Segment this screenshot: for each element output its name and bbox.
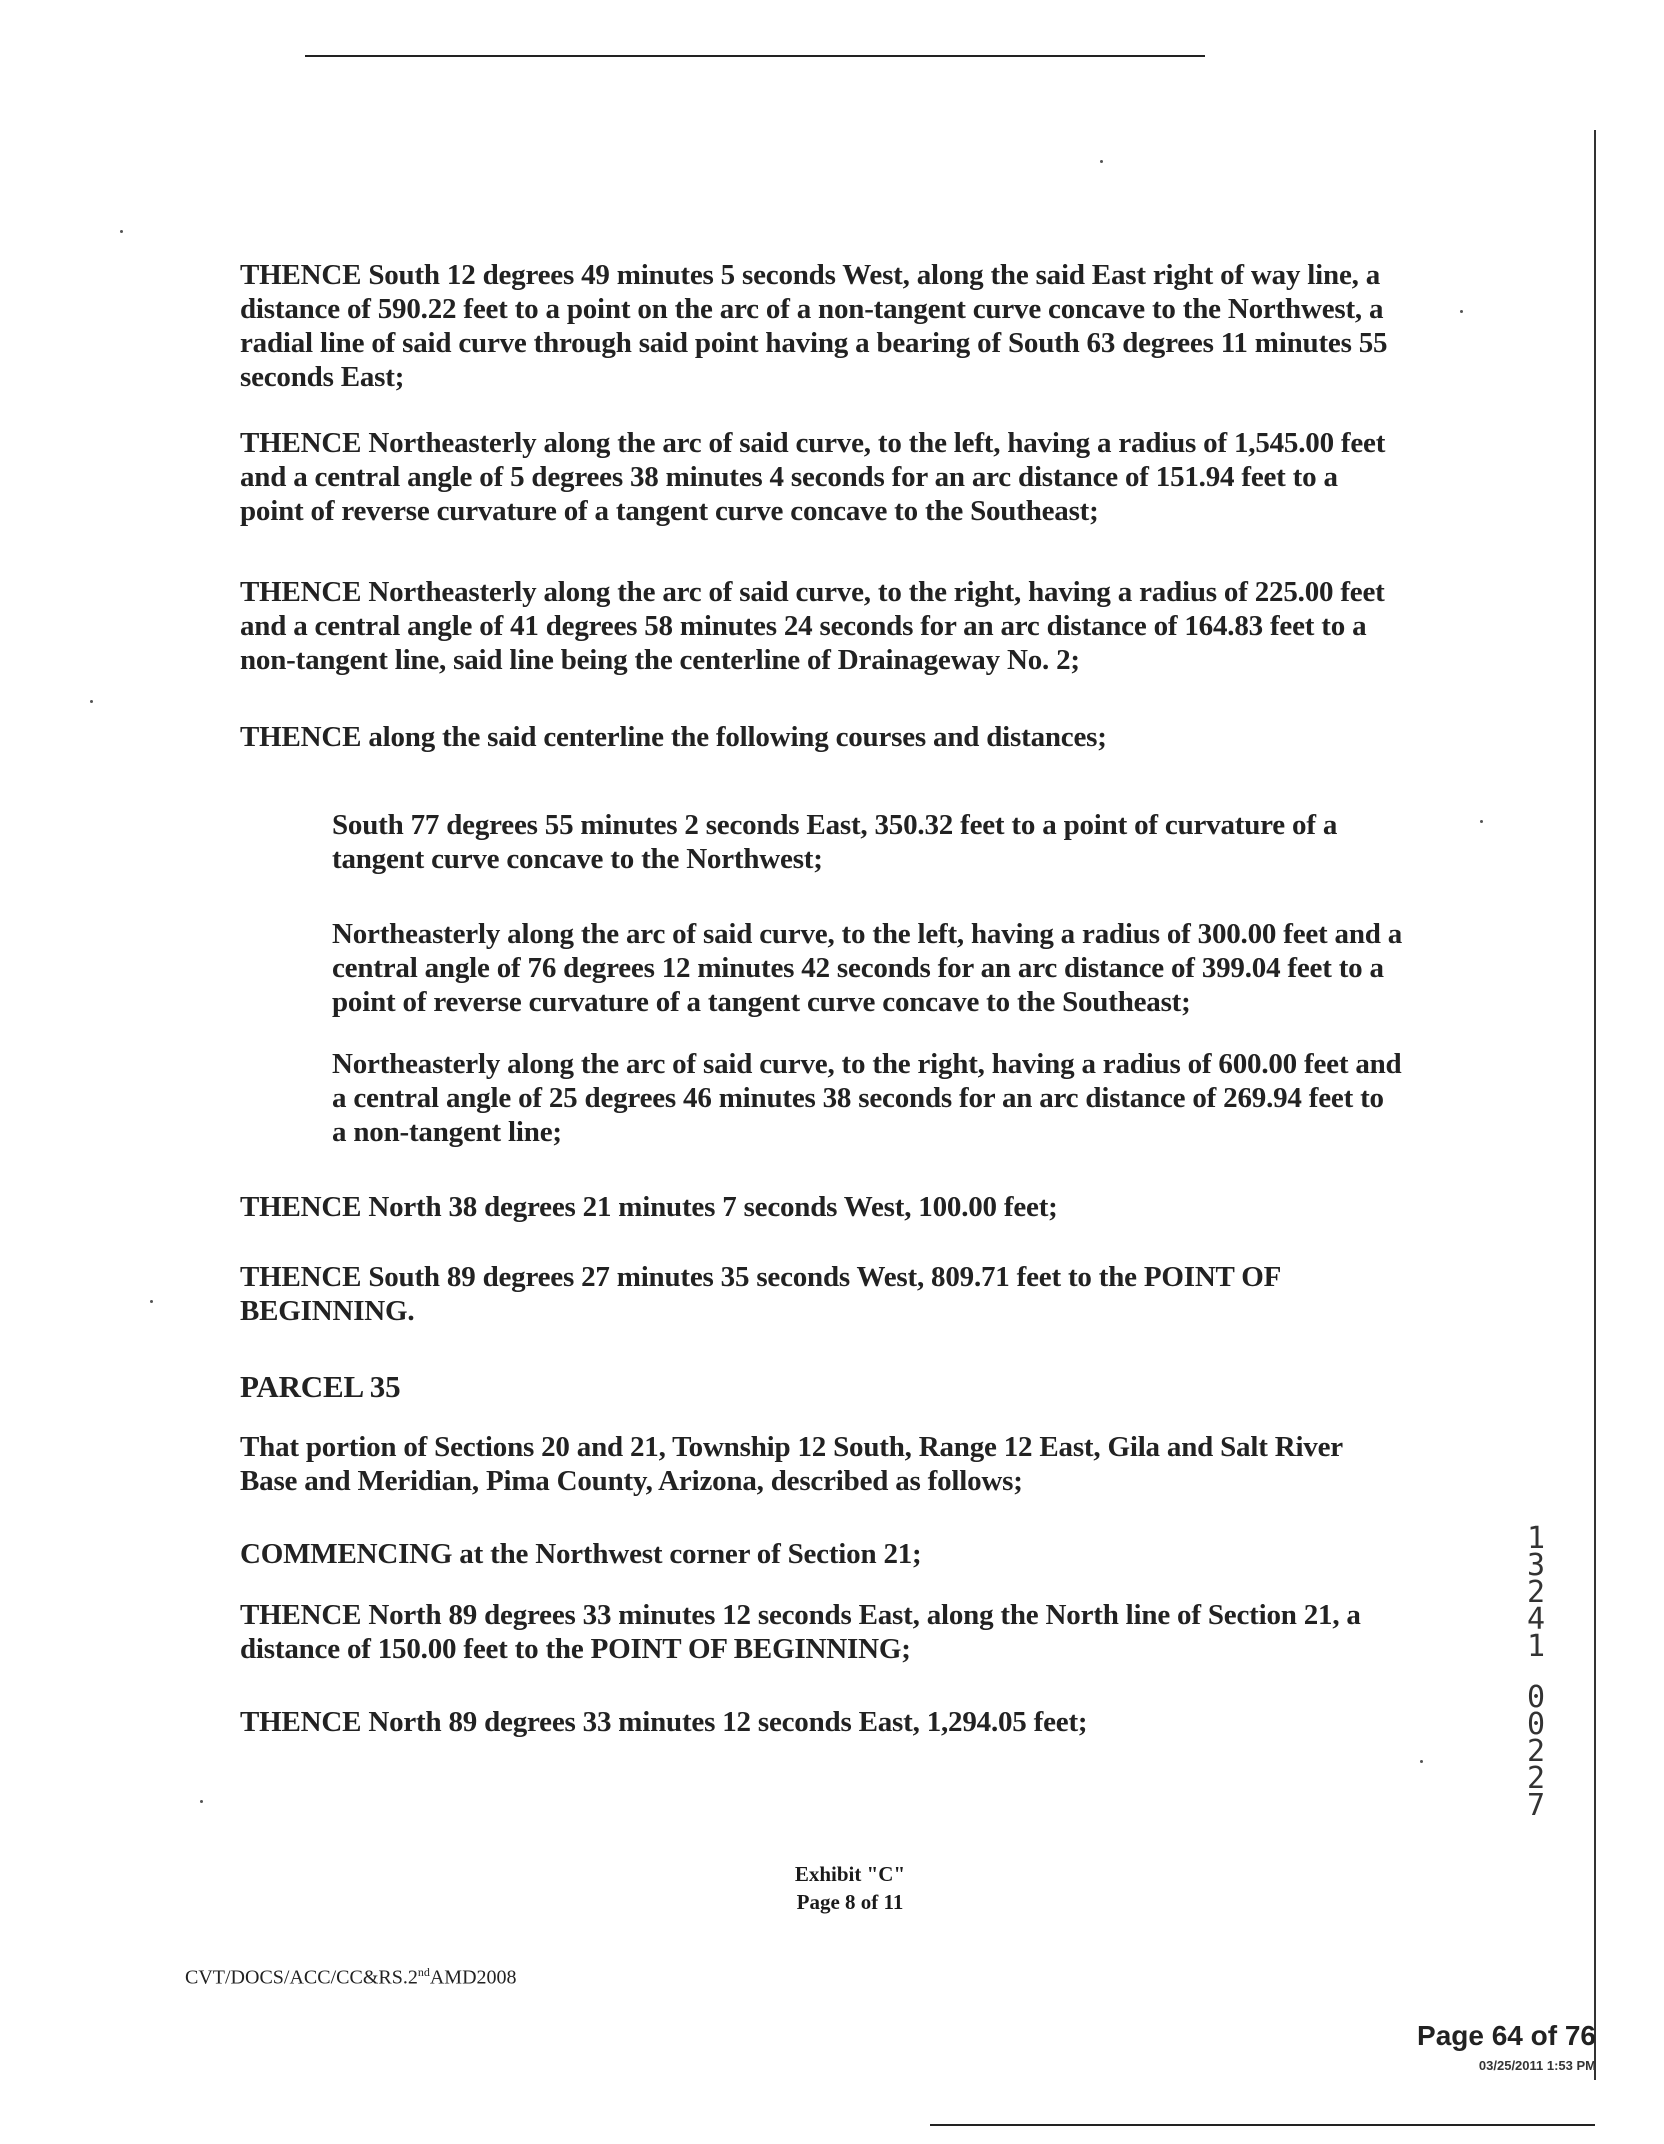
recorder-page-label: Page 64 of 76 xyxy=(1417,2020,1596,2051)
scan-speck xyxy=(150,1300,153,1303)
recorder-timestamp: 03/25/2011 1:53 PM xyxy=(1478,2058,1596,2073)
document-path-suffix: AMD2008 xyxy=(429,1966,517,1989)
paragraph-thence-northeasterly-left: THENCE Northeasterly along the arc of said curve, to the left, having a radius of 1,545.00 feet and a central angle of 5 degrees 38 minutes 4 seconds for an arc distance of 151.94 feet to a point of reverse curvature of a tangent curve concave to the Southeast; xyxy=(240,427,1386,527)
right-border-line xyxy=(1594,130,1596,2080)
exhibit-page-number: Page 8 of 11 xyxy=(796,1890,904,1914)
scan-speck xyxy=(200,1800,203,1803)
stamp-digit: 4 xyxy=(1526,1602,1546,1637)
stamp-digit: 2 xyxy=(1526,1575,1546,1610)
document-path-prefix: CVT/DOCS/ACC/CC&RS.2 xyxy=(185,1966,418,1989)
recording-number-stamp xyxy=(1516,1521,1556,1823)
scan-speck xyxy=(1480,820,1483,823)
stamp-digit: 2 xyxy=(1526,1761,1546,1796)
paragraph-thence-centerline: THENCE along the said centerline the following courses and distances; xyxy=(240,721,1107,753)
scan-speck xyxy=(1100,160,1103,163)
stamp-digit: 2 xyxy=(1526,1734,1546,1769)
paragraph-parcel-description: That portion of Sections 20 and 21, Township 12 South, Range 12 East, Gila and Salt River Base and Meridian, Pima County, Arizona, described as follows; xyxy=(240,1431,1343,1497)
course-northeasterly-left: Northeasterly along the arc of said curve, to the left, having a radius of 300.00 feet and a central angle of 76 degrees 12 minutes 42 seconds for an arc distance of 399.04 feet to a point of reverse curvature of a tangent curve concave to the Southeast; xyxy=(332,918,1403,1018)
paragraph-thence-north-38: THENCE North 38 degrees 21 minutes 7 seconds West, 100.00 feet; xyxy=(240,1191,1058,1223)
stamp-digit: 0 xyxy=(1526,1680,1546,1715)
course-south-77: South 77 degrees 55 minutes 2 seconds East, 350.32 feet to a point of curvature of a tangent curve concave to the Northwest; xyxy=(332,809,1338,875)
exhibit-label: Exhibit "C" xyxy=(794,1862,906,1886)
scan-speck xyxy=(90,700,93,703)
stamp-digit: 1 xyxy=(1526,1629,1546,1664)
paragraph-commencing: COMMENCING at the Northwest corner of Section 21; xyxy=(240,1538,922,1570)
course-northeasterly-right: Northeasterly along the arc of said curve, to the right, having a radius of 600.00 feet and a central angle of 25 degrees 46 minutes 38 seconds for an arc distance of 269.94 feet to a non-tangent line; xyxy=(332,1048,1402,1148)
stamp-digit: 7 xyxy=(1526,1788,1546,1823)
paragraph-thence-northeasterly-right: THENCE Northeasterly along the arc of said curve, to the right, having a radius of 225.00 feet and a central angle of 41 degrees 58 minutes 24 seconds for an arc distance of 164.83 feet to a non-tangent line, said line being the centerline of Drainageway No. 2; xyxy=(240,576,1385,676)
paragraph-thence-south-12: THENCE South 12 degrees 49 minutes 5 seconds West, along the said East right of way line, a distance of 590.22 feet to a point on the arc of a non-tangent curve concave to the Northwest, a radial line of said curve through said point having a bearing of South 63 degrees 11 minutes 55 seconds East; xyxy=(240,259,1388,393)
scan-speck xyxy=(120,230,123,233)
scan-speck xyxy=(1420,1760,1423,1763)
stamp-digit: 0 xyxy=(1526,1707,1546,1742)
bottom-rule xyxy=(930,2124,1595,2126)
document-path xyxy=(185,1965,517,1990)
scan-speck xyxy=(1460,310,1463,313)
top-rule xyxy=(305,55,1205,57)
stamp-digit: 3 xyxy=(1526,1548,1546,1583)
paragraph-thence-south-89: THENCE South 89 degrees 27 minutes 35 seconds West, 809.71 feet to the POINT OF BEGINNING. xyxy=(240,1261,1281,1327)
document-path-ordinal: nd xyxy=(417,1965,430,1979)
paragraph-thence-north-89-pob: THENCE North 89 degrees 33 minutes 12 seconds East, along the North line of Section 21, a distance of 150.00 feet to the POINT OF BEGINNING; xyxy=(240,1599,1361,1665)
stamp-digit: 1 xyxy=(1526,1521,1546,1556)
paragraph-thence-north-89: THENCE North 89 degrees 33 minutes 12 seconds East, 1,294.05 feet; xyxy=(240,1706,1088,1738)
parcel-heading: PARCEL 35 xyxy=(240,1369,401,1404)
